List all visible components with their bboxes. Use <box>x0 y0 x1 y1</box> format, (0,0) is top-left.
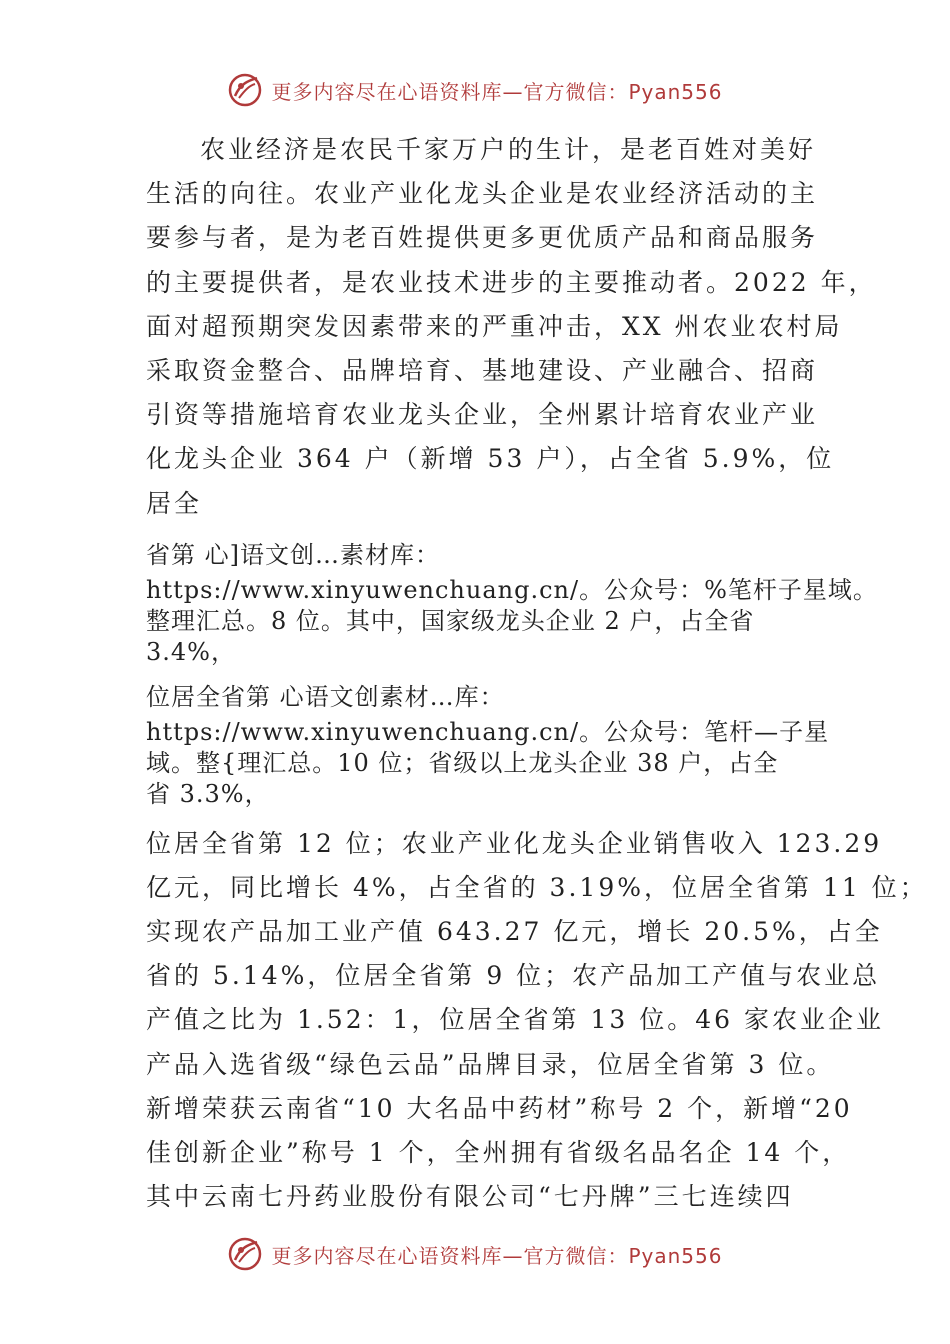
text-line: 位居全省第 心语文创素材…库： <box>146 682 505 711</box>
text-line: 产品入选省级“绿色云品”品牌目录，位居全省第 3 位。 <box>146 1049 835 1079</box>
watermark-logo-icon <box>227 72 263 108</box>
text-line: 省 3.3%， <box>146 779 270 808</box>
text-line: 域。整{理汇总。10 位；省级以上龙头企业 38 户，占全 <box>146 748 779 777</box>
text-line: 新增荣获云南省“10 大名品中药材”称号 2 个，新增“20 <box>146 1093 853 1123</box>
header-watermark <box>0 72 950 108</box>
text-line: 面对超预期突发因素带来的严重冲击，XX 州农业农村局 <box>146 311 843 341</box>
inserted-block-2 <box>146 682 830 810</box>
text-line: 的主要提供者，是农业技术进步的主要推动者。2022 年， <box>146 267 877 297</box>
paragraph-tail <box>146 822 928 1220</box>
text-line: 佳创新企业”称号 1 个，全州拥有省级名品名企 14 个， <box>146 1138 851 1167</box>
text-line: 亿元，同比增长 4%，占全省的 3.19%，位居全省第 11 位； <box>146 872 928 902</box>
text-line: 省第 心]语文创…素材库： <box>146 540 440 569</box>
inserted-block-1 <box>146 540 878 668</box>
watermark-text: 更多内容尽在心语资料库—官方微信：Pyan556 <box>271 1243 723 1268</box>
url-line: https://www.xinyuwenchuang.cn/。公众号：笔杆—子星 <box>146 717 830 746</box>
document-body <box>146 128 928 1219</box>
text-line: 居全 <box>146 488 203 518</box>
footer-watermark <box>0 1236 950 1272</box>
text-line: 产值之比为 1.52：1，位居全省第 13 位。46 家农业企业 <box>146 1005 884 1035</box>
text-line: 实现农产品加工业产值 643.27 亿元，增长 20.5%，占全 <box>146 917 883 947</box>
watermark-logo-icon <box>227 1236 263 1272</box>
text-line: 要参与者，是为老百姓提供更多更优质产品和商品服务 <box>146 223 819 253</box>
text-line: 引资等措施培育农业龙头企业，全州累计培育农业产业 <box>146 400 819 430</box>
watermark-text: 更多内容尽在心语资料库—官方微信：Pyan556 <box>271 79 723 104</box>
text-line: 农业经济是农民千家万户的生计，是老百姓对美好 <box>200 135 817 164</box>
text-line: 整理汇总。8 位。其中，国家级龙头企业 2 户，占全省 <box>146 606 755 635</box>
text-line: 省的 5.14%，位居全省第 9 位；农产品加工产值与农业总 <box>146 961 881 991</box>
text-line: 其中云南七丹药业股份有限公司“七丹牌”三七连续四 <box>146 1182 794 1212</box>
paragraph-main <box>146 128 877 526</box>
text-line: 化龙头企业 364 户（新增 53 户），占全省 5.9%，位 <box>146 444 835 474</box>
text-line: 位居全省第 12 位；农业产业化龙头企业销售收入 123.29 <box>146 828 883 858</box>
text-line: 生活的向往。农业产业化龙头企业是农业经济活动的主 <box>146 179 819 209</box>
text-line: 采取资金整合、品牌培育、基地建设、产业融合、招商 <box>146 355 819 385</box>
url-line: https://www.xinyuwenchuang.cn/。公众号：%笔杆子星域。 <box>146 575 878 604</box>
text-line: 3.4%， <box>146 637 236 666</box>
